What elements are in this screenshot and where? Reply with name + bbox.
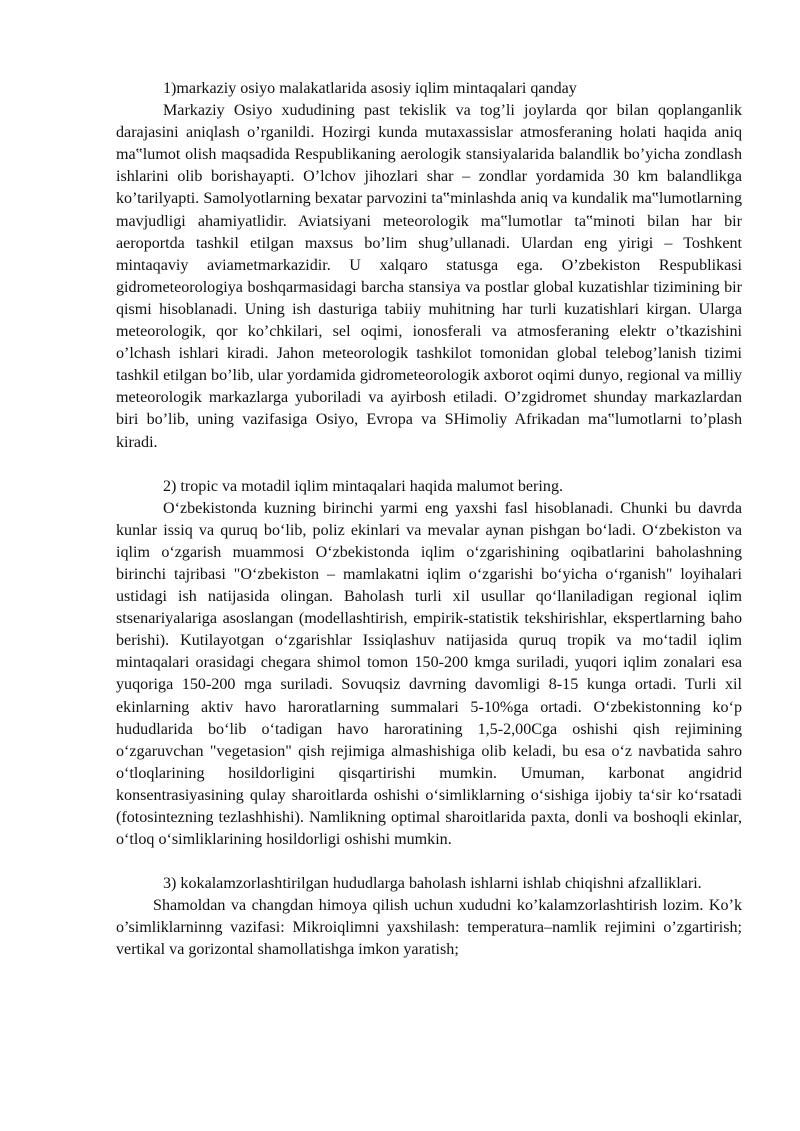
paragraph-gap [116, 454, 742, 476]
answer-3: Shamoldan va changdan himoya qilish uchun xududni ko’kalamzorlashtirish lozim. Ko’k o’simliklarninng vazifasi: Mikroiqlimni yaxshilash: temperatura–namlik rejimini o’zgartirish; vertikal va gorizontal shamollatishga imkon yaratish; [116, 897, 742, 959]
document-page [116, 78, 742, 962]
question-3: 3) kokalamzorlashtirilgan hududlarga baholash ishlarni ishlab chiqishni afzalliklari. [163, 875, 702, 893]
paragraph-gap [116, 851, 742, 873]
answer-1: Markaziy Osiyo xududining past tekislik va tog’li joylarda qor bilan qoplanganlik darajasini aniqlash o’rganildi. Hozirgi kunda mutaxassislar atmosferaning holati haqida aniq ma‟lumot olish maqsadida Respublikaning aerologik stansiyalarida balandlik bo’yicha zondlash ishlarini olib borishayapti. O’lchov jihozlari shar – zondlar yordamida 30 km balandlikga ko’tarilyapti. Samolyotlarning bexatar parvozini ta‟minlashda aniq va kundalik ma‟lumotlarning mavjudligi ahamiyatlidir. Aviatsiyani meteorologik ma‟lumotlar ta‟minoti bilan har bir aeroportda tashkil etilgan maxsus bo’lim shug’ullanadi. Ulardan eng yirigi – Toshkent mintaqaviy aviametmarkazidir. U xalqaro statusga ega. O’zbekiston Respublikasi gidrometeorologiya boshqarmasidagi barcha stansiya va postlar global kuzatishlar tizimining bir qismi hisoblanadi. Uning ish dasturiga tabiiy muhitning har turli kuzatishlari kirgan. Ularga meteorologik, qor ko’chkilari, sel oqimi, ionosferali va atmosferaning elektr o’tkazishini o’lchash ishlari kiradi. Jahon meteorologik tashkilot tomonidan global telebog’lanish tizimi tashkil etilgan bo’lib, ular yordamida gidrometeorologik axborot oqimi dunyo, regional va milliy meteorologik markazlarga yuboriladi va ayirbosh etiladi. O’zgidromet shunday markazlardan biri bo’lib, uning vazifasiga Osiyo, Evropa va SHimoliy Afrikadan ma‟lumotlarni to’plash kiradi. [116, 102, 742, 451]
answer-2: O‘zbekistonda kuzning birinchi yarmi eng yaxshi fasl hisoblanadi. Chunki bu davrda kunlar issiq va quruq bo‘lib, poliz ekinlari va mevalar aynan pishgan bo‘ladi. O‘zbekiston va iqlim o‘zgarish muammosi O‘zbekistonda iqlim o‘zgarishining oqibatlarini baholashning birinchi tajribasi "O‘zbekiston – mamlakatni iqlim o‘zgarishi bo‘yicha o‘rganish" loyihalari ustidagi ish natijasida olingan. Baholash turli xil usullar qo‘llaniladigan regional iqlim stsenariyalariga asoslangan (modellashtirish, empirik-statistik tekshirishlar, ekspertlarning baho berishi). Kutilayotgan o‘zgarishlar Issiqlashuv natijasida quruq tropik va mo‘tadil iqlim mintaqalari orasidagi chegara shimol tomon 150-200 kmga suriladi, yuqori iqlim zonalari esa yuqoriga 150-200 mga suriladi. Sovuqsiz davrning davomligi 8-15 kunga ortadi. Turli xil ekinlarning aktiv havo haroratlarning summalari 5-10%ga ortadi. O‘zbekistonning ko‘p hududlarida bo‘lib o‘tadigan havo haroratining 1,5-2,00Cga oshishi qish rejimining o‘zgaruvchan "vegetasion" qish rejimiga almashishiga olib keladi, bu esa o‘z navbatida sahro o‘tloqlarining hosildorligini qisqartirishi mumkin. Umuman, karbonat angidrid konsentrasiyasining qulay sharoitlarda oshishi o‘simliklarning o‘sishiga ijobiy ta‘sir ko‘rsatadi (fotosintezning tezlashhishi). Namlikning optimal sharoitlarida paxta, donli va boshoqli ekinlar, o‘tloq o‘simliklarining hosildorligi oshishi mumkin. [116, 499, 742, 849]
question-2: 2) tropic va motadil iqlim mintaqalari haqida malumot bering. [163, 477, 564, 495]
question-1: 1)markaziy osiyo malakatlarida asosiy iqlim mintaqalari qanday [163, 80, 577, 97]
